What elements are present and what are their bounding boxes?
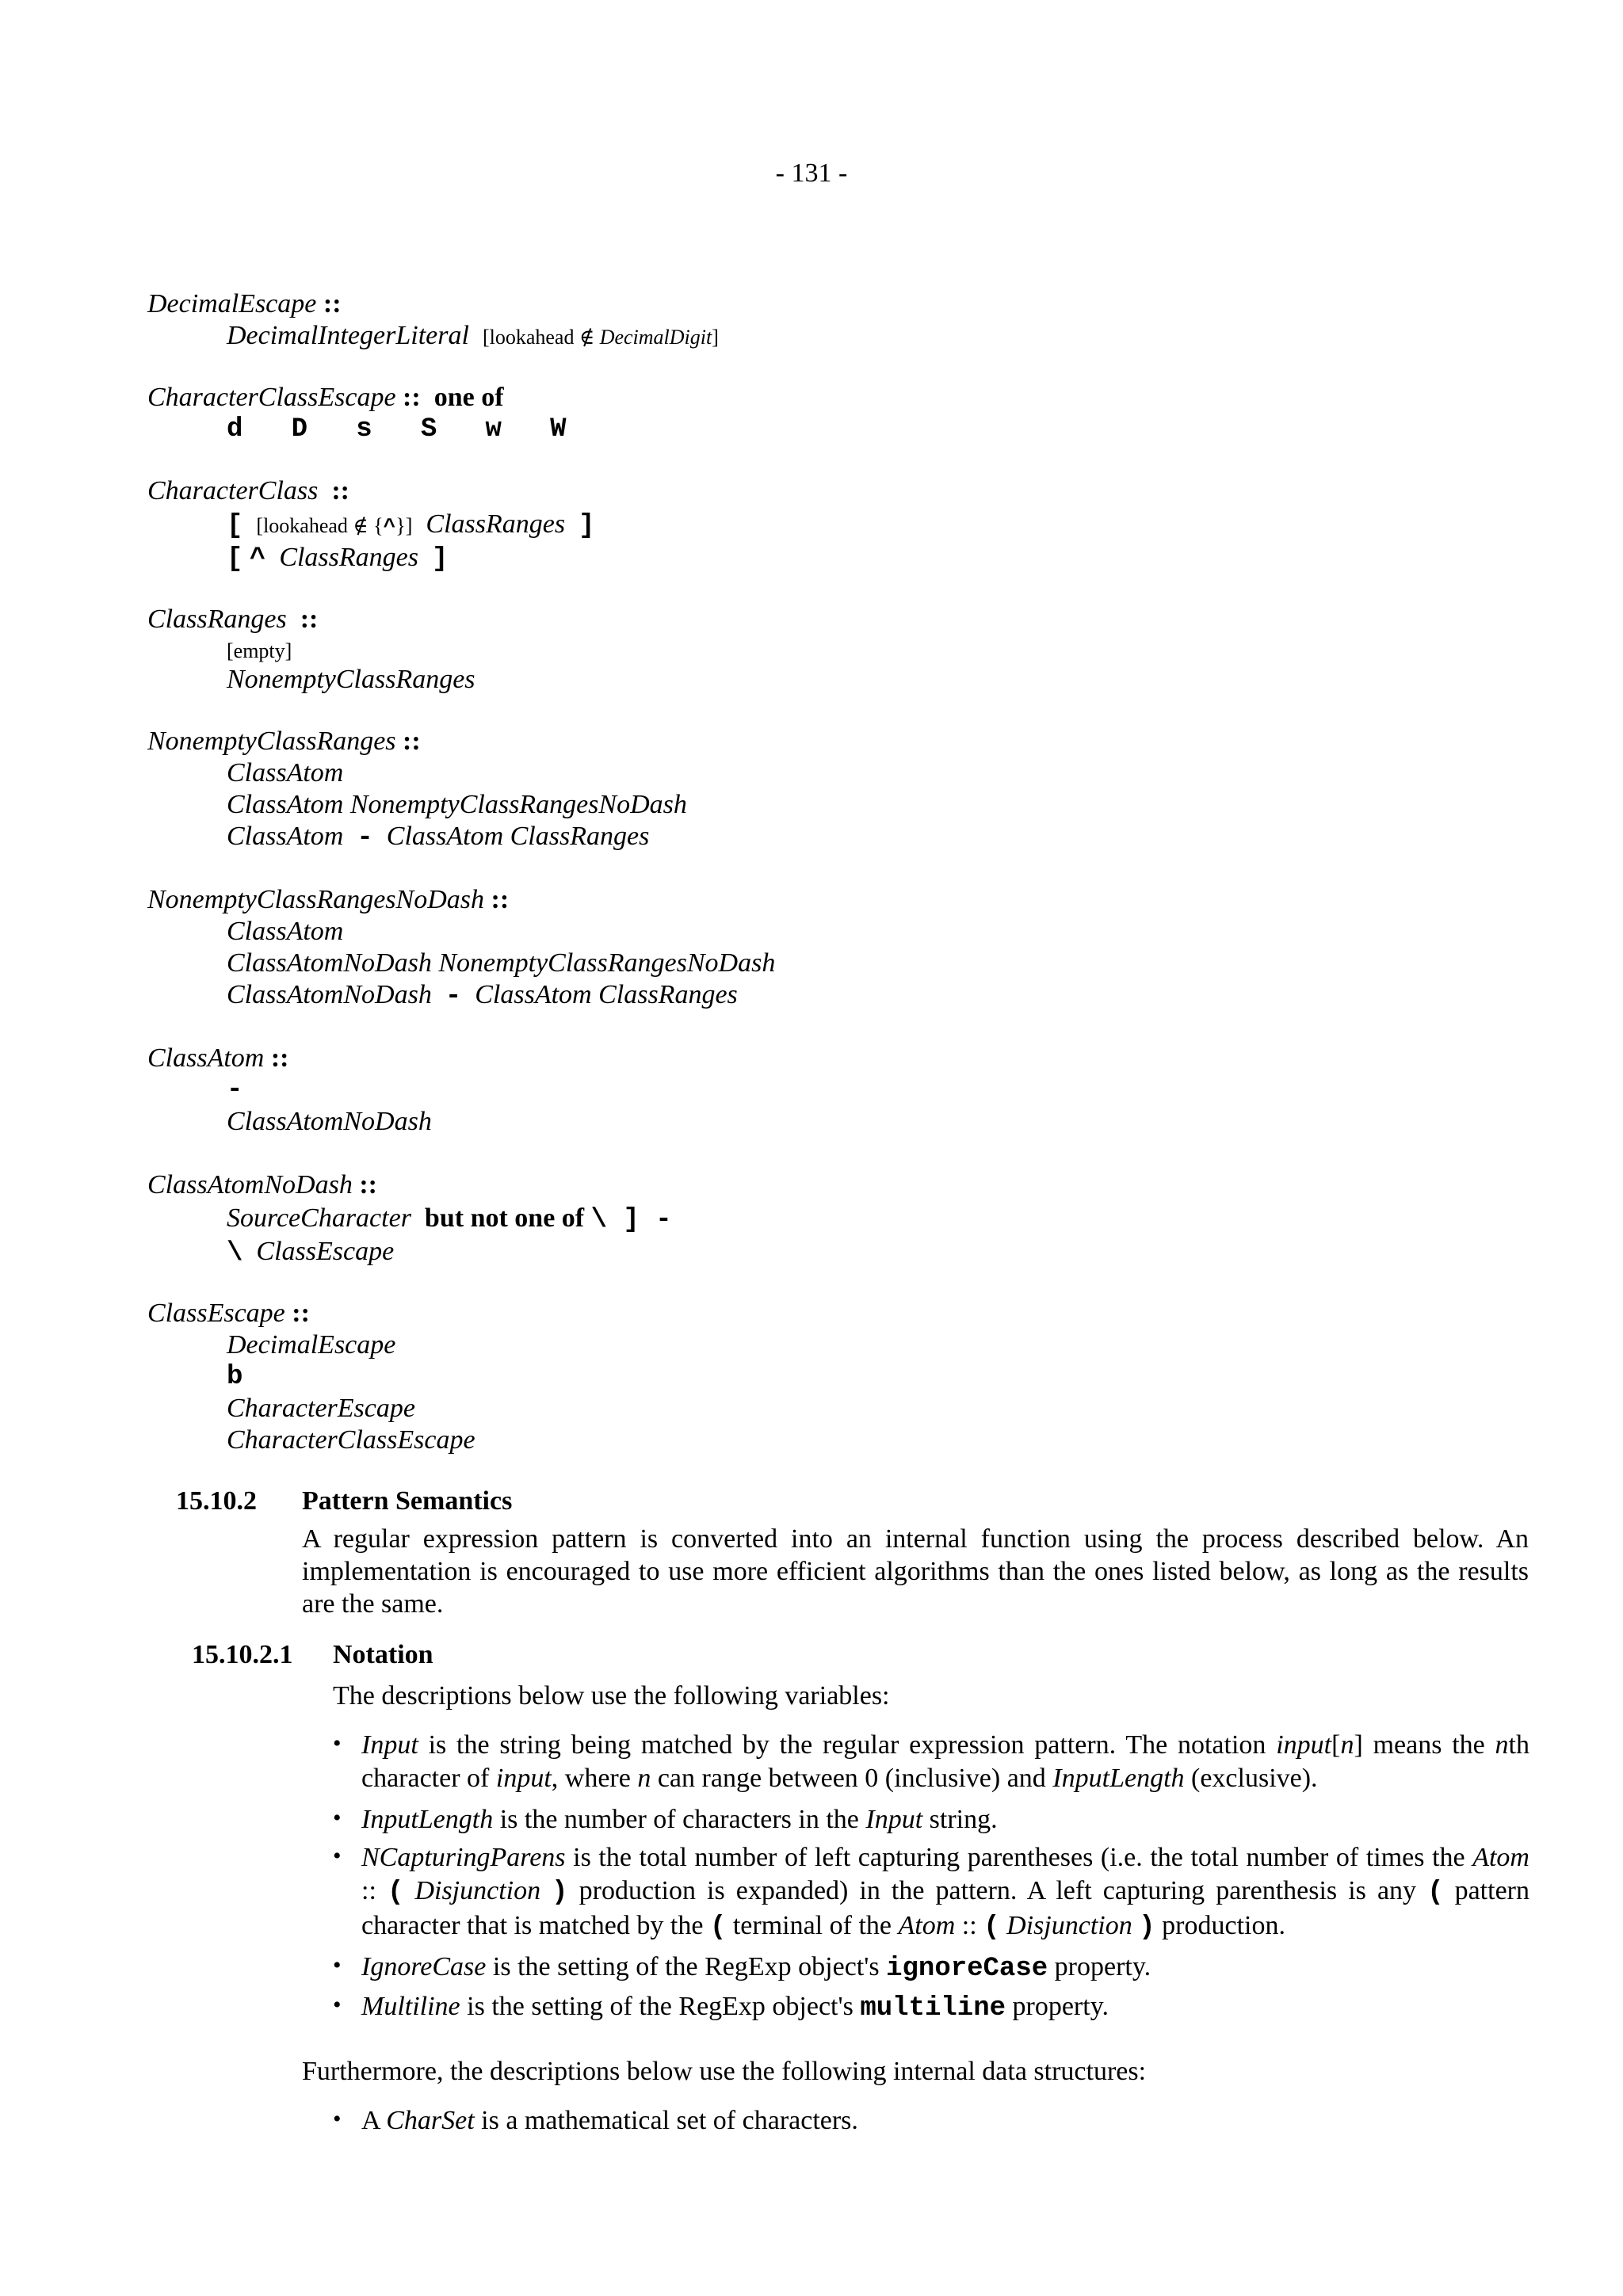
dash: - xyxy=(357,823,373,853)
text: [ xyxy=(1331,1730,1341,1760)
section-title: Pattern Semantics xyxy=(302,1486,513,1516)
bullet-marker: • xyxy=(333,1992,342,2018)
section-paragraph: A regular expression pattern is converted into an internal function using the process described below. An implementation is encouraged to use more efficient algorithms than the ones listed below, as long as the results are the same. xyxy=(302,1524,1529,1619)
furthermore-paragraph: Furthermore, the descriptions below use the following internal data structures: xyxy=(302,2057,1147,2086)
caret: ^ xyxy=(249,544,266,574)
lhs: CharacterClass xyxy=(147,476,319,505)
text: is a mathematical set of characters. xyxy=(474,2106,858,2135)
rhs-char-class-1 xyxy=(227,509,594,543)
rhs-dash: - xyxy=(227,1075,243,1105)
text: production is expanded) in the pattern. A left capturing parenthesis is any xyxy=(567,1876,1428,1905)
property-code: ignoreCase xyxy=(886,1954,1048,1984)
rhs-class-escape xyxy=(227,1236,394,1269)
rhs-class-atom-nodash: ClassAtomNoDash xyxy=(227,1107,432,1136)
paren: ( xyxy=(387,1878,404,1908)
sep: :: xyxy=(403,727,421,756)
rhs-nonempty-1: ClassAtom xyxy=(227,758,344,788)
production-character-class-escape xyxy=(147,382,504,414)
rhs-decimal-escape xyxy=(227,320,719,353)
term: Atom xyxy=(1472,1843,1529,1872)
paren: ( xyxy=(709,1913,727,1943)
production-decimal-escape xyxy=(147,288,342,320)
subsection-number: 15.10.2.1 xyxy=(192,1640,293,1669)
text: A xyxy=(361,2106,387,2135)
sep: :: xyxy=(491,885,510,914)
sep: :: xyxy=(359,1170,377,1199)
text: is the number of characters in the xyxy=(493,1805,866,1834)
bullet-charset xyxy=(361,2104,1529,2138)
la-post: ] xyxy=(712,326,719,349)
la-nt: DecimalDigit xyxy=(599,326,712,349)
rbracket: ] xyxy=(579,511,595,541)
text: , where xyxy=(551,1764,638,1793)
intro-paragraph: The descriptions below use the following variables: xyxy=(333,1681,890,1711)
but-not-one-of: but not one of xyxy=(424,1203,585,1233)
nt: ClassRanges xyxy=(426,509,566,539)
lhs: NonemptyClassRanges xyxy=(147,727,396,756)
lhs: DecimalEscape xyxy=(147,289,317,318)
bullet-ignore-case xyxy=(361,1951,1529,1985)
sep: :: xyxy=(292,1299,310,1328)
rhs-escape-1: DecimalEscape xyxy=(227,1330,396,1360)
text: can range between 0 (inclusive) and xyxy=(651,1764,1053,1793)
nt: ClassRanges xyxy=(279,543,418,572)
bullet-input xyxy=(361,1729,1529,1795)
bullet-marker: • xyxy=(333,1843,342,1869)
text: property. xyxy=(1048,1952,1151,1981)
sep: :: xyxy=(331,476,350,505)
bullet-marker: • xyxy=(333,1805,342,1831)
term: InputLength xyxy=(1052,1764,1185,1793)
bullet-marker: • xyxy=(333,1730,342,1756)
nt: ClassAtom xyxy=(227,822,344,851)
production-character-class xyxy=(147,475,349,507)
lookahead-note xyxy=(483,326,719,349)
rhs-nodash-1: ClassAtom xyxy=(227,917,344,946)
text: is the total number of left capturing parentheses (i.e. the total number of times the xyxy=(565,1843,1473,1872)
property-code: multiline xyxy=(860,1993,1006,2023)
empty-note: [empty] xyxy=(227,639,292,662)
term: InputLength xyxy=(361,1805,494,1834)
one-of: one of xyxy=(433,383,504,412)
rhs-class-ranges: NonemptyClassRanges xyxy=(227,665,475,694)
rhs-nt: DecimalIntegerLiteral xyxy=(227,321,469,350)
production-class-ranges xyxy=(147,604,318,635)
bullet-multiline xyxy=(361,1990,1529,2025)
text: property. xyxy=(1006,1992,1109,2021)
lhs: NonemptyClassRangesNoDash xyxy=(147,885,484,914)
nt: ClassAtom ClassRanges xyxy=(386,822,650,851)
lookahead-note xyxy=(256,514,412,537)
text: is the string being matched by the regular expression pattern. The notation xyxy=(418,1730,1277,1760)
production-class-atom xyxy=(147,1043,289,1074)
lhs: CharacterClassEscape xyxy=(147,383,396,412)
production-nonempty-nodash xyxy=(147,884,509,916)
term: CharSet xyxy=(386,2106,475,2135)
sep: :: xyxy=(403,383,421,412)
la-close: }] xyxy=(395,514,413,537)
lbracket: [ xyxy=(227,511,243,541)
sep: :: xyxy=(323,289,342,318)
text: is the setting of the RegExp object's xyxy=(460,1992,861,2021)
paren: ( xyxy=(1427,1878,1444,1908)
term: IgnoreCase xyxy=(361,1952,487,1981)
rhs-char-class-escape: d D s S w W xyxy=(227,414,567,444)
rhs-empty xyxy=(227,634,292,667)
nt: ClassEscape xyxy=(256,1237,395,1266)
rhs-nonempty-3 xyxy=(227,821,649,854)
term: n xyxy=(637,1764,651,1793)
rhs-nodash-2: ClassAtomNoDash NonemptyClassRangesNoDash xyxy=(227,948,776,978)
bullet-marker: • xyxy=(333,2106,342,2132)
bullet-ncapturing-parens xyxy=(361,1841,1529,1944)
rhs-nonempty-2: ClassAtom NonemptyClassRangesNoDash xyxy=(227,790,687,819)
rhs-source-character xyxy=(227,1203,672,1236)
term: n xyxy=(1340,1730,1354,1760)
text: is the setting of the RegExp object's xyxy=(486,1952,887,1981)
lhs: ClassRanges xyxy=(147,605,287,634)
la: [lookahead ∉ { xyxy=(256,514,384,537)
nt: SourceCharacter xyxy=(227,1203,411,1233)
text: :: xyxy=(955,1911,984,1940)
text: th character of xyxy=(361,1730,1529,1793)
lbracket: [ xyxy=(227,544,243,574)
rhs-char-class-2 xyxy=(227,542,448,575)
term: Multiline xyxy=(361,1992,460,2021)
rhs-nodash-3 xyxy=(227,979,738,1013)
rhs-escape-3: CharacterEscape xyxy=(227,1394,415,1423)
lhs: ClassEscape xyxy=(147,1299,285,1328)
text: string. xyxy=(922,1805,998,1834)
production-class-atom-nodash xyxy=(147,1169,377,1201)
text: terminal of the xyxy=(726,1911,899,1940)
section-number: 15.10.2 xyxy=(176,1486,257,1516)
text: pattern character that is matched by the xyxy=(361,1876,1529,1940)
sep: :: xyxy=(300,605,319,634)
nt: ClassAtomNoDash xyxy=(227,980,432,1009)
bullet-marker: • xyxy=(333,1952,342,1978)
term: Input xyxy=(361,1730,418,1760)
lhs: ClassAtom xyxy=(147,1043,265,1073)
production-class-escape xyxy=(147,1298,310,1329)
caret: ^ xyxy=(383,515,396,539)
term: Input xyxy=(865,1805,923,1834)
production-nonempty-class-ranges xyxy=(147,726,421,757)
la-pre: [lookahead ∉ xyxy=(482,326,600,349)
page-number: - 131 - xyxy=(775,158,848,188)
term: n xyxy=(1495,1730,1509,1760)
paren: ) xyxy=(552,1878,568,1908)
term: input xyxy=(495,1764,552,1793)
text: production. xyxy=(1155,1911,1285,1940)
text: ] means the xyxy=(1354,1730,1495,1760)
term: Disjunction xyxy=(403,1876,552,1905)
lhs: ClassAtomNoDash xyxy=(147,1170,353,1199)
sep: :: xyxy=(270,1043,289,1073)
nt: ClassAtom ClassRanges xyxy=(475,980,738,1009)
term: NCapturingParens xyxy=(361,1843,566,1872)
rbracket: ] xyxy=(432,544,449,574)
term: input xyxy=(1276,1730,1332,1760)
term: Disjunction xyxy=(999,1911,1140,1940)
term: Atom xyxy=(898,1911,956,1940)
subsection-title: Notation xyxy=(333,1640,433,1669)
rhs-escape-b: b xyxy=(227,1362,243,1392)
backslash: \ xyxy=(227,1238,243,1268)
text: :: xyxy=(361,1876,388,1905)
rhs-escape-4: CharacterClassEscape xyxy=(227,1425,475,1455)
paren: ( xyxy=(983,1913,1000,1943)
paren: ) xyxy=(1139,1913,1155,1943)
excluded-chars: \ ] - xyxy=(590,1205,672,1235)
bullet-input-length xyxy=(361,1803,1529,1836)
dash: - xyxy=(445,982,462,1012)
text: (exclusive). xyxy=(1184,1764,1318,1793)
